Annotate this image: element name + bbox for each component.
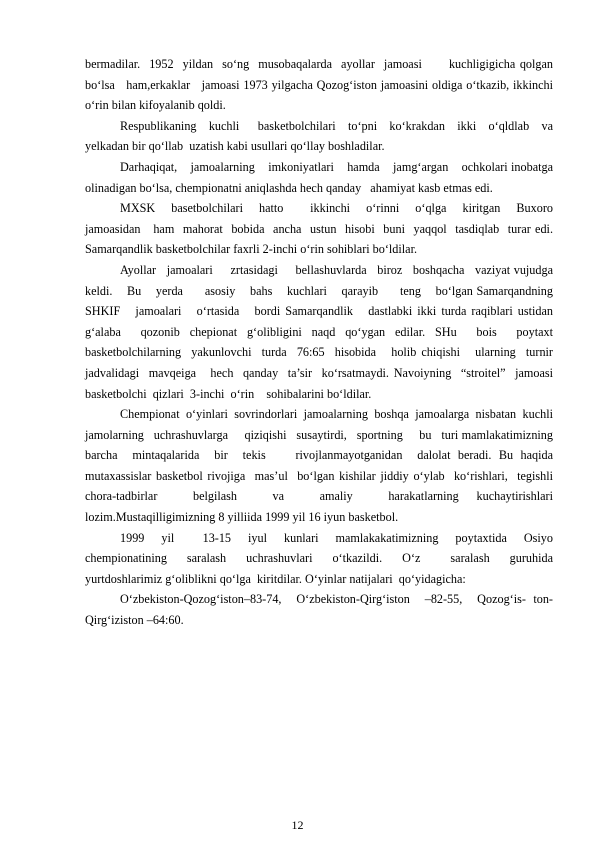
paragraph: MXSK basetbolchilari hatto ikkinchi o‘rinni o‘qlga kiritgan Buxoro jamoasidan ham mahorat bobida ancha ustun hisobi buni yaqqol tasdiqlab turar edi. Samarqandlik basketbolchilar faxrli 2-inchi o‘rin sohiblari bo‘ldilar. xyxy=(85,201,557,257)
paragraph-continuation: bermadilar. 1952 yildan so‘ng musobaqalarda ayollar jamoasi kuchligigicha qolgan bo‘lsa ham,erkaklar jamoasi 1973 yilgacha Qozog‘iston jamoasini oldiga o‘tkazib, ikkinchi o‘rin bilan kifoyalanib qoldi. xyxy=(85,57,557,113)
paragraph: Chempionat o‘yinlari sovrindorlari jamoalarning boshqa jamoalarga nisbatan kuchli jamolarning uchrashuvlarga qiziqishi susaytirdi, sportning bu turi mamlakatimizning barcha mintaqalarida bir tekis rivojlanmayotganidan dalolat beradi. Bu haqida mutaxassislar basketbol rivojiga mas’ul bo‘lgan kishilar jiddiy o‘ylab ko‘rishlari, tegishli chora-tadbirlar belgilash va amaliy harakatlarning kuchaytirishlari lozim.Mustaqilligimizning 8 yilliida 1999 yil 16 iyun basketbol. xyxy=(85,407,569,525)
paragraph: Darhaqiqat, jamoalarning imkoniyatlari hamda jamg‘argan ochkolari inobatga olinadigan bo‘lsa, chempionatni aniqlashda hech qanday ahamiyat kasb etmas edi. xyxy=(85,159,557,195)
paragraph: 1999 yil 13-15 iyul kunlari mamlakakatimizning poytaxtida Osiyo chempionatining saralash uchrashuvlari o‘tkazildi. O‘z saralash guruhida yurtdoshlarimiz g‘oliblikni qo‘lga kiritdilar. O‘yinlar natijalari qo‘yidagicha: xyxy=(85,530,557,586)
page-number: 12 xyxy=(291,818,304,832)
paragraph: Ayollar jamoalari zrtasidagi bellashuvlarda biroz boshqacha vaziyat vujudga keldi. Bu yerda asosiy bahs kuchlari qarayib teng bo‘lgan Samarqandning SHKIF jamoalari o‘rtasida bordi Samarqandlik dastlabki ikki turda raqiblari ustidan g‘alaba qozonib chepionat g‘olibligini naqd qo‘ygan edilar. SHu bois poytaxt basketbolchilarning yakunlovchi turda 76:65 hisobida holib chiqishi ularning turnir jadvalidagi mavqeiga hech qanday ta’sir ko‘rsatmaydi. Navoiyning “stroitel” jamoasi basketbolchi qizlari 3-inchi o‘rin sohibalarini bo‘ldilar. xyxy=(85,262,566,401)
document-page xyxy=(85,54,569,631)
paragraph: Respublikaning kuchli basketbolchilari to‘pni ko‘krakdan ikki o‘qldlab va yelkadan bir qo‘llab uzatish kabi usullari qo‘llay boshladilar. xyxy=(85,118,557,154)
paragraph: O‘zbekiston-Qozog‘iston–83-74, O‘zbekiston-Qirg‘iston –82-55, Qozog‘is- ton-Qirg‘iziston –64:60. xyxy=(85,592,553,628)
